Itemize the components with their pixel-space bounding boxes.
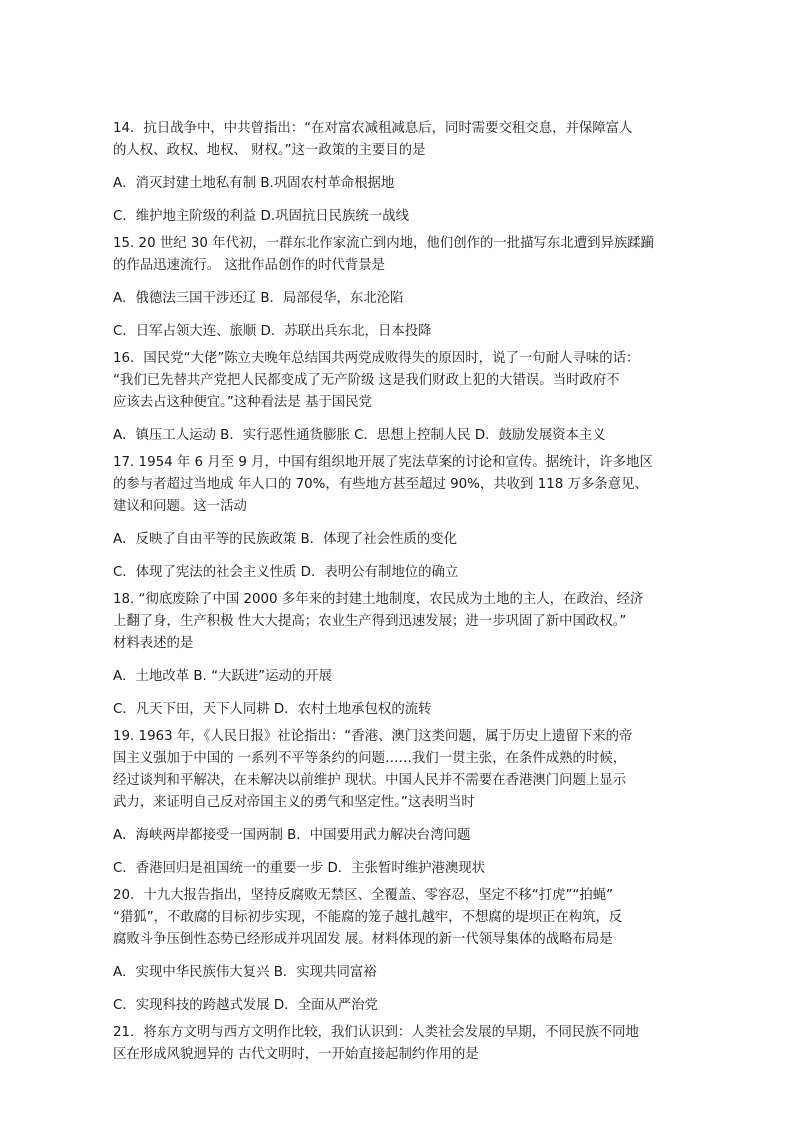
question-15-options-ab: A．俄德法三国干涉还辽 B．局部侵华，东北沦陷: [113, 291, 404, 306]
question-17-options-cd: C．体现了宪法的社会主义性质 D．表明公有制地位的确立: [113, 565, 459, 580]
question-16: [113, 348, 688, 447]
question-16-options: A．镇压工人运动 B．实行恶性通货膨胀 C．思想上控制人民 D．鼓励发展资本主义: [113, 428, 606, 443]
question-17: [113, 452, 688, 584]
question-15: [113, 233, 688, 343]
question-15-stem: 15. 20 世纪 30 年代初，一群东北作家流亡到内地，他们创作的一批描写东北遭到异族蹂躏 的作品迅速流行。 这批作品创作的时代背景是: [113, 236, 655, 273]
question-18: [113, 589, 688, 721]
question-list: [113, 118, 688, 1066]
question-21: [113, 1022, 688, 1066]
question-19-options-ab: A．海峡两岸都接受一国两制 B．中国要用武力解决台湾问题: [113, 828, 471, 843]
question-14-options-ab: A．消灭封建土地私有制 B.巩固农村革命根据地: [113, 176, 395, 191]
question-18-stem: 18. “彻底废除了中国 2000 多年来的封建土地制度，农民成为土地的主人，在政治、经济 上翻了身，生产积极 性大大提高；农业生产得到迅速发展；进一步巩固了新中国政权。” 材料表述的是: [113, 592, 644, 651]
question-20-options-cd: C．实现科技的跨越式发展 D．全面从严治党: [113, 998, 378, 1013]
question-18-options-ab: A．土地改革 B. “大跃进”运动的开展: [113, 669, 333, 684]
question-14: [113, 118, 688, 228]
question-20-options-ab: A．实现中华民族伟大复兴 B．实现共同富裕: [113, 965, 377, 980]
question-19-options-cd: C．香港回归是祖国统一的重要一步 D．主张暂时维护港澳现状: [113, 861, 486, 876]
question-21-stem: 21．将东方文明与西方文明作比较，我们认识到：人类社会发展的早期，不同民族不同地 区在形成风貌迥异的 古代文明时，一开始直接起制约作用的是: [113, 1025, 639, 1062]
question-20: [113, 885, 688, 1017]
question-14-options-cd: C．维护地主阶级的利益 D.巩固抗日民族统一战线: [113, 209, 409, 224]
question-19: [113, 726, 688, 880]
question-17-stem: 17. 1954 年 6 月至 9 月，中国有组织地开展了宪法草案的讨论和宣传。据统计，许多地区 的参与者超过当地成 年人口的 70%，有些地方甚至超过 90%，共收到 118 万多条意见、 建议和问题。这一活动: [113, 455, 653, 514]
question-14-stem: 14．抗日战争中，中共曾指出：“在对富农减租减息后，同时需要交租交息，并保障富人 的人权、政权、地权、 财权。”这一政策的主要目的是: [113, 121, 633, 158]
question-16-stem: 16．国民党“大佬”陈立夫晚年总结国共两党成败得失的原因时，说了一句耐人寻味的话： “我们已先替共产党把人民都变成了无产阶级 这是我们财政上犯的大错误。当时政府不 应该去占这种便宜。”这种看法是 基于国民党: [113, 351, 640, 410]
question-15-options-cd: C．日军占领大连、旅顺 D．苏联出兵东北，日本投降: [113, 324, 432, 339]
question-19-stem: 19. 1963 年，《人民日报》社论指出：“香港、澳门这类问题，属于历史上遗留下来的帝 国主义强加于中国的 一系列不平等条约的问题……我们一贯主张，在条件成熟的时候， 经过谈判和平解决，在未解决以前维护 现状。中国人民并不需要在香港澳门问题上显示 武力，来证明自己反对帝国主义的勇气和坚定性。”这表明当时: [113, 729, 633, 810]
question-20-stem: 20．十九大报告指出，坚持反腐败无禁区、全覆盖、零容忍，坚定不移“打虎”“拍蝇” “猎狐”，不敢腐的目标初步实现，不能腐的笼子越扎越牢，不想腐的堤坝正在构筑，反 腐败斗争压倒性态势已经形成并巩固发 展。材料体现的新一代领导集体的战略布局是: [113, 888, 623, 947]
question-17-options-ab: A．反映了自由平等的民族政策 B．体现了社会性质的变化: [113, 532, 457, 547]
question-18-options-cd: C．凡天下田，天下人同耕 D．农村土地承包权的流转: [113, 702, 432, 717]
